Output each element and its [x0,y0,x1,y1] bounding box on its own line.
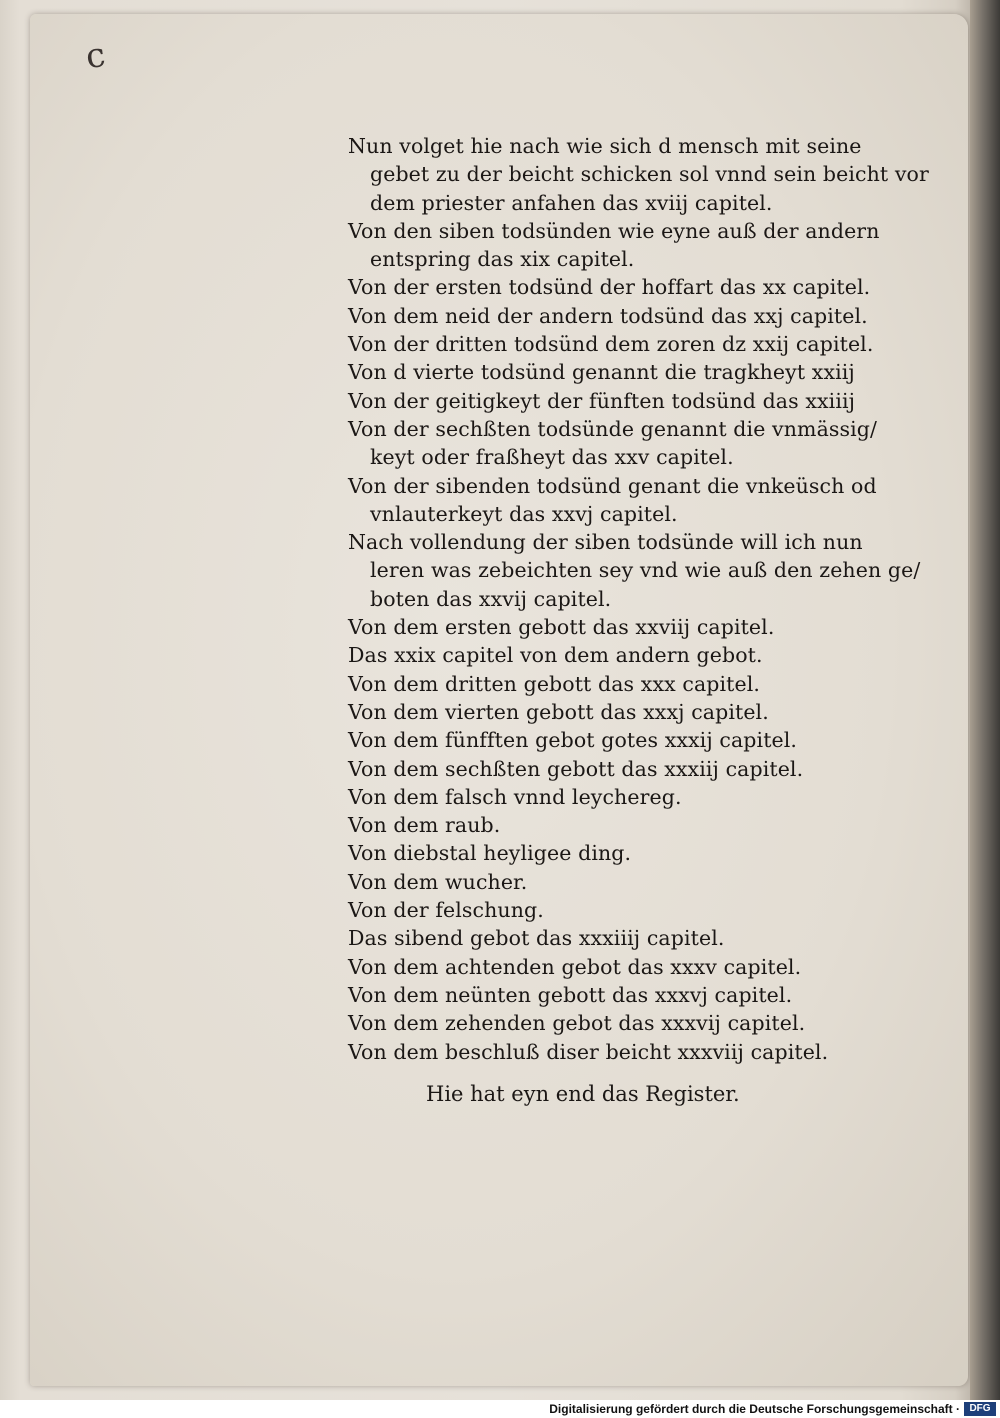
register-text-block [348,132,928,1066]
signature-mark: c [83,34,108,78]
register-line: Von der sechßten todsünde genannt die vnmässig/ [348,416,878,441]
register-line: Von dem neünten gebott das xxxvj capitel. [348,982,793,1007]
register-line: Von dem ersten gebott das xxviij capitel. [348,615,775,640]
register-line: keyt oder fraßheyt das xxv capitel. [370,445,734,470]
register-line: Von dem zehenden gebot das xxxvij capitel. [348,1011,806,1036]
register-line: Von dem fünfften gebot gotes xxxij capitel. [348,728,798,753]
register-line: boten das xxvij capitel. [370,586,612,611]
register-line: Von d vierte todsünd genannt die tragkheyt xxiij [348,360,855,385]
register-line: Von dem neid der andern todsünd das xxj capitel. [348,303,868,328]
register-line: vnlauterkeyt das xxvj capitel. [370,501,678,526]
register-line: Von dem wucher. [348,869,528,894]
register-line: Von dem dritten gebott das xxx capitel. [348,671,761,696]
register-line: entspring das xix capitel. [370,247,635,272]
register-line: dem priester anfahen das xviij capitel. [370,190,773,215]
register-line: Von dem raub. [348,813,501,838]
register-line: Von der ersten todsünd der hoffart das xx capitel. [348,275,871,300]
register-line: Von der sibenden todsünd genant die vnkeüsch od [348,473,877,498]
register-line: Das sibend gebot das xxxiiij capitel. [348,926,725,951]
register-line: leren was zebeichten sey vnd wie auß den zehen ge/ [370,558,921,583]
dfg-logo: DFG [964,1402,996,1416]
book-edge [970,0,1000,1400]
register-line: Von diebstal heyligee ding. [348,841,632,866]
register-line: Von der felschung. [348,898,544,923]
register-line: Von der geitigkeyt der fünften todsünd das xxiiij [348,388,856,413]
register-line: Von den siben todsünden wie eyne auß der andern [348,218,880,243]
register-line: Nach vollendung der siben todsünde will ich nun [348,530,863,555]
register-line: Von dem falsch vnnd leychereg. [348,784,682,809]
register-line: Von dem achtenden gebot das xxxv capitel. [348,954,802,979]
register-line: Von dem sechßten gebott das xxxiij capitel. [348,756,804,781]
register-line: Das xxix capitel von dem andern gebot. [348,643,763,668]
register-closing-line: Hie hat eyn end das Register. [426,1082,740,1106]
register-line: Nun volget hie nach wie sich d mensch mit seine [348,134,862,158]
register-line: gebet zu der beicht schicken sol vnnd sein beicht vor [370,162,929,187]
register-line: Von dem vierten gebott das xxxj capitel. [348,699,769,724]
funding-credit: Digitalisierung gefördert durch die Deutsche Forschungsgemeinschaft · [549,1402,960,1416]
register-line: Von der dritten todsünd dem zoren dz xxij capitel. [348,332,874,357]
register-line: Von dem beschluß diser beicht xxxviij capitel. [348,1039,829,1064]
